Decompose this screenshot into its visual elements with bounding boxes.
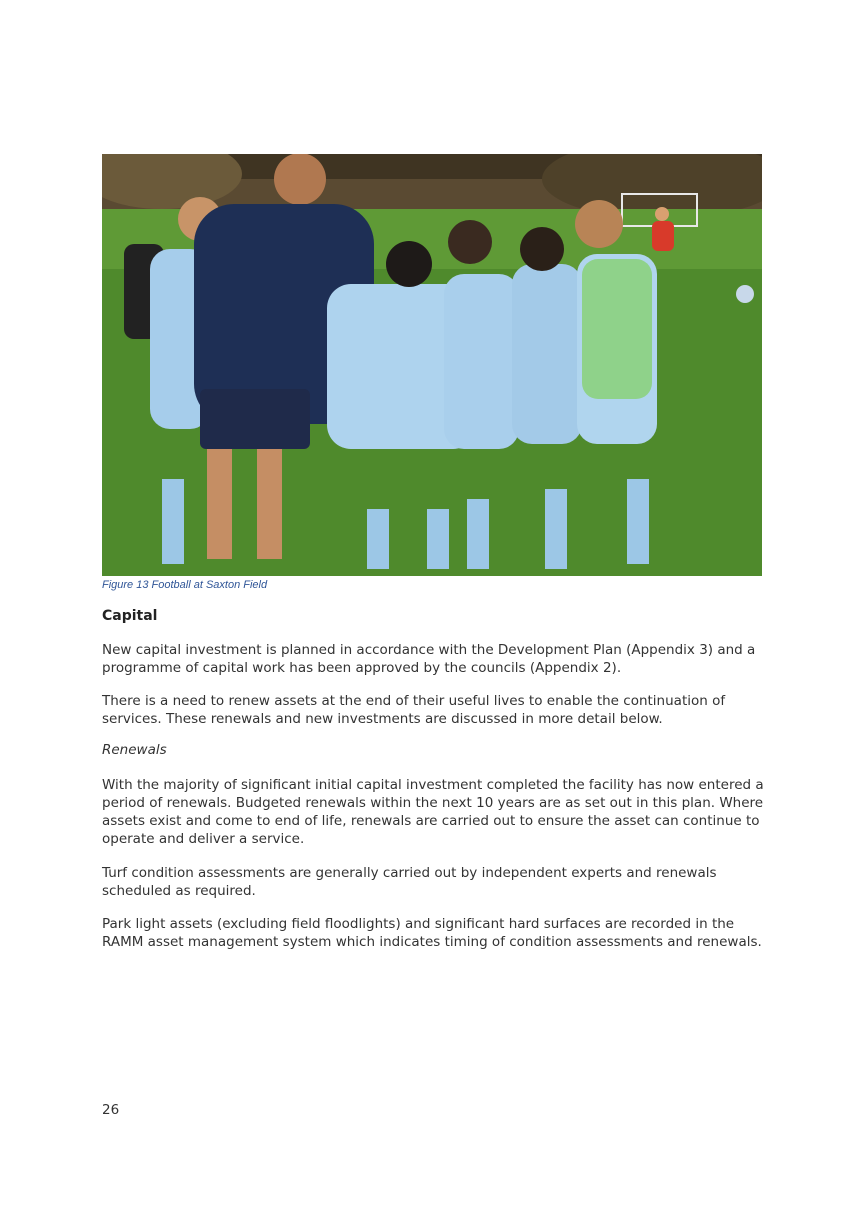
football-team-photo (102, 154, 762, 576)
section-heading: Capital (102, 608, 158, 624)
figure-caption: Figure 13 Football at Saxton Field (102, 579, 268, 591)
subheading-renewals: Renewals (102, 742, 167, 758)
paragraph-renewals-period: With the majority of significant initial capital investment completed the facility has now entered a period of renewals. Budgeted renewals within the next 10 years are as set out in this plan. Where assets exist and come to end of life, renewals are carried out to ensure the asset can continue to operate and deliver a service. (102, 777, 764, 847)
page-number: 26 (102, 1102, 120, 1118)
paragraph-renew-assets: There is a need to renew assets at the end of their useful lives to enable the continuation of services. These renewals and new investments are discussed in more detail below. (102, 693, 726, 727)
paragraph-turf-condition: Turf condition assessments are generally carried out by independent experts and renewals scheduled as required. (102, 865, 717, 899)
paragraph-park-lights: Park light assets (excluding field floodlights) and significant hard surfaces are recorded in the RAMM asset management system which indicates timing of condition assessments and renewals. (102, 916, 762, 950)
paragraph-capital-investment: New capital investment is planned in accordance with the Development Plan (Appendix 3) and a programme of capital work has been approved by the councils (Appendix 2). (102, 642, 756, 676)
